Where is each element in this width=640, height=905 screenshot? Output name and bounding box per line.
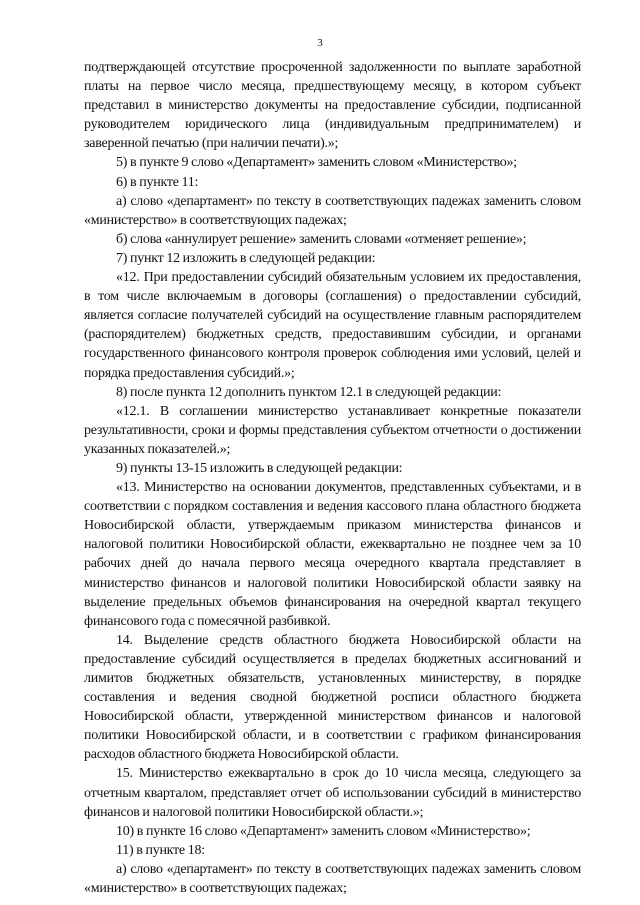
paragraph-item-6: 6) в пункте 11: [116, 174, 199, 190]
paragraph-item-6b: б) слова «аннулирует решение» заменить словами «отменяет решение»; [116, 231, 527, 247]
paragraph-clause-14: 14. Выделение средств областного бюджета Новосибирской области на предоставление субсидий осуществляется в пределах бюджетных ассигнований и лимитов бюджетных обязательств, установленных министерству, в порядке составления и ведения сводной бюджетной росписи областного бюджета Новосибирской области, утвержденной министерством финансов и налоговой политики Новосибирской области, и в соответствии с графиком финансирования расходов областного бюджета Новосибирской области. [84, 632, 581, 763]
document-body [84, 58, 581, 898]
paragraph-item-9: 9) пункты 13-15 изложить в следующей редакции: [116, 460, 403, 476]
paragraph-item-7: 7) пункт 12 изложить в следующей редакции: [116, 250, 376, 266]
paragraph-item-5: 5) в пункте 9 слово «Департамент» заменить словом «Министерство»; [116, 155, 517, 171]
paragraph-item-11: 11) в пункте 18: [116, 842, 205, 858]
paragraph-item-8: 8) после пункта 12 дополнить пунктом 12.1 в следующей редакции: [116, 384, 502, 400]
paragraph-item-6a: а) слово «департамент» по тексту в соответствующих падежах заменить словом «министерство» в соответствующих падежах; [84, 193, 581, 228]
paragraph-item-11a: а) слово «департамент» по тексту в соответствующих падежах заменить словом «министерство» в соответствующих падежах; [84, 861, 581, 897]
paragraph-clause-13: «13. Министерство на основании документов, представленных субъектами, и в соответствии с порядком составления и ведения кассового плана областного бюджета Новосибирской области, утверждаемым приказом министерства финансов и налоговой политики Новосибирской области, ежеквартально не позднее чем за 10 рабочих дней до начала первого месяца очередного квартала представляет в министерство финансов и налоговой политики Новосибирской области заявку на выделение предельных объемов финансирования на очередной квартал текущего финансового года с помесячной разбивкой. [84, 480, 581, 629]
paragraph-clause-12: «12. При предоставлении субсидий обязательным условием их предоставления, в том числе включаемым в договоры (соглашения) о предоставлении субсидий, является согласие получателей субсидий на осуществление главным распорядителем (распорядителем) бюджетных средств, предоставившим субсидии, и органами государственного финансового контроля проверок соблюдения ими условий, целей и порядка предоставления субсидий.»; [84, 270, 581, 381]
paragraph-continuation: подтверждающей отсутствие просроченной задолженности по выплате заработной платы на первое число месяца, предшествующему месяцу, в котором субъект представил в министерство документы на предоставление субсидии, подписанной руководителем юридического лица (индивидуальным предпринимателем) и заверенной печатью (при наличии печати).»; [84, 60, 581, 152]
paragraph-clause-15: 15. Министерство ежеквартально в срок до 10 числа месяца, следующего за отчетным кварталом, представляет отчет об использовании субсидий в министерство финансов и налоговой политики Новосибирской области.»; [84, 766, 581, 820]
page-number: 3 [317, 37, 323, 49]
paragraph-item-10: 10) в пункте 16 слово «Департамент» заменить словом «Министерство»; [116, 823, 531, 839]
paragraph-clause-12-1: «12.1. В соглашении министерство устанавливает конкретные показатели результативности, сроки и формы представления субъектом отчетности о достижении указанных показателей.»; [84, 403, 581, 457]
